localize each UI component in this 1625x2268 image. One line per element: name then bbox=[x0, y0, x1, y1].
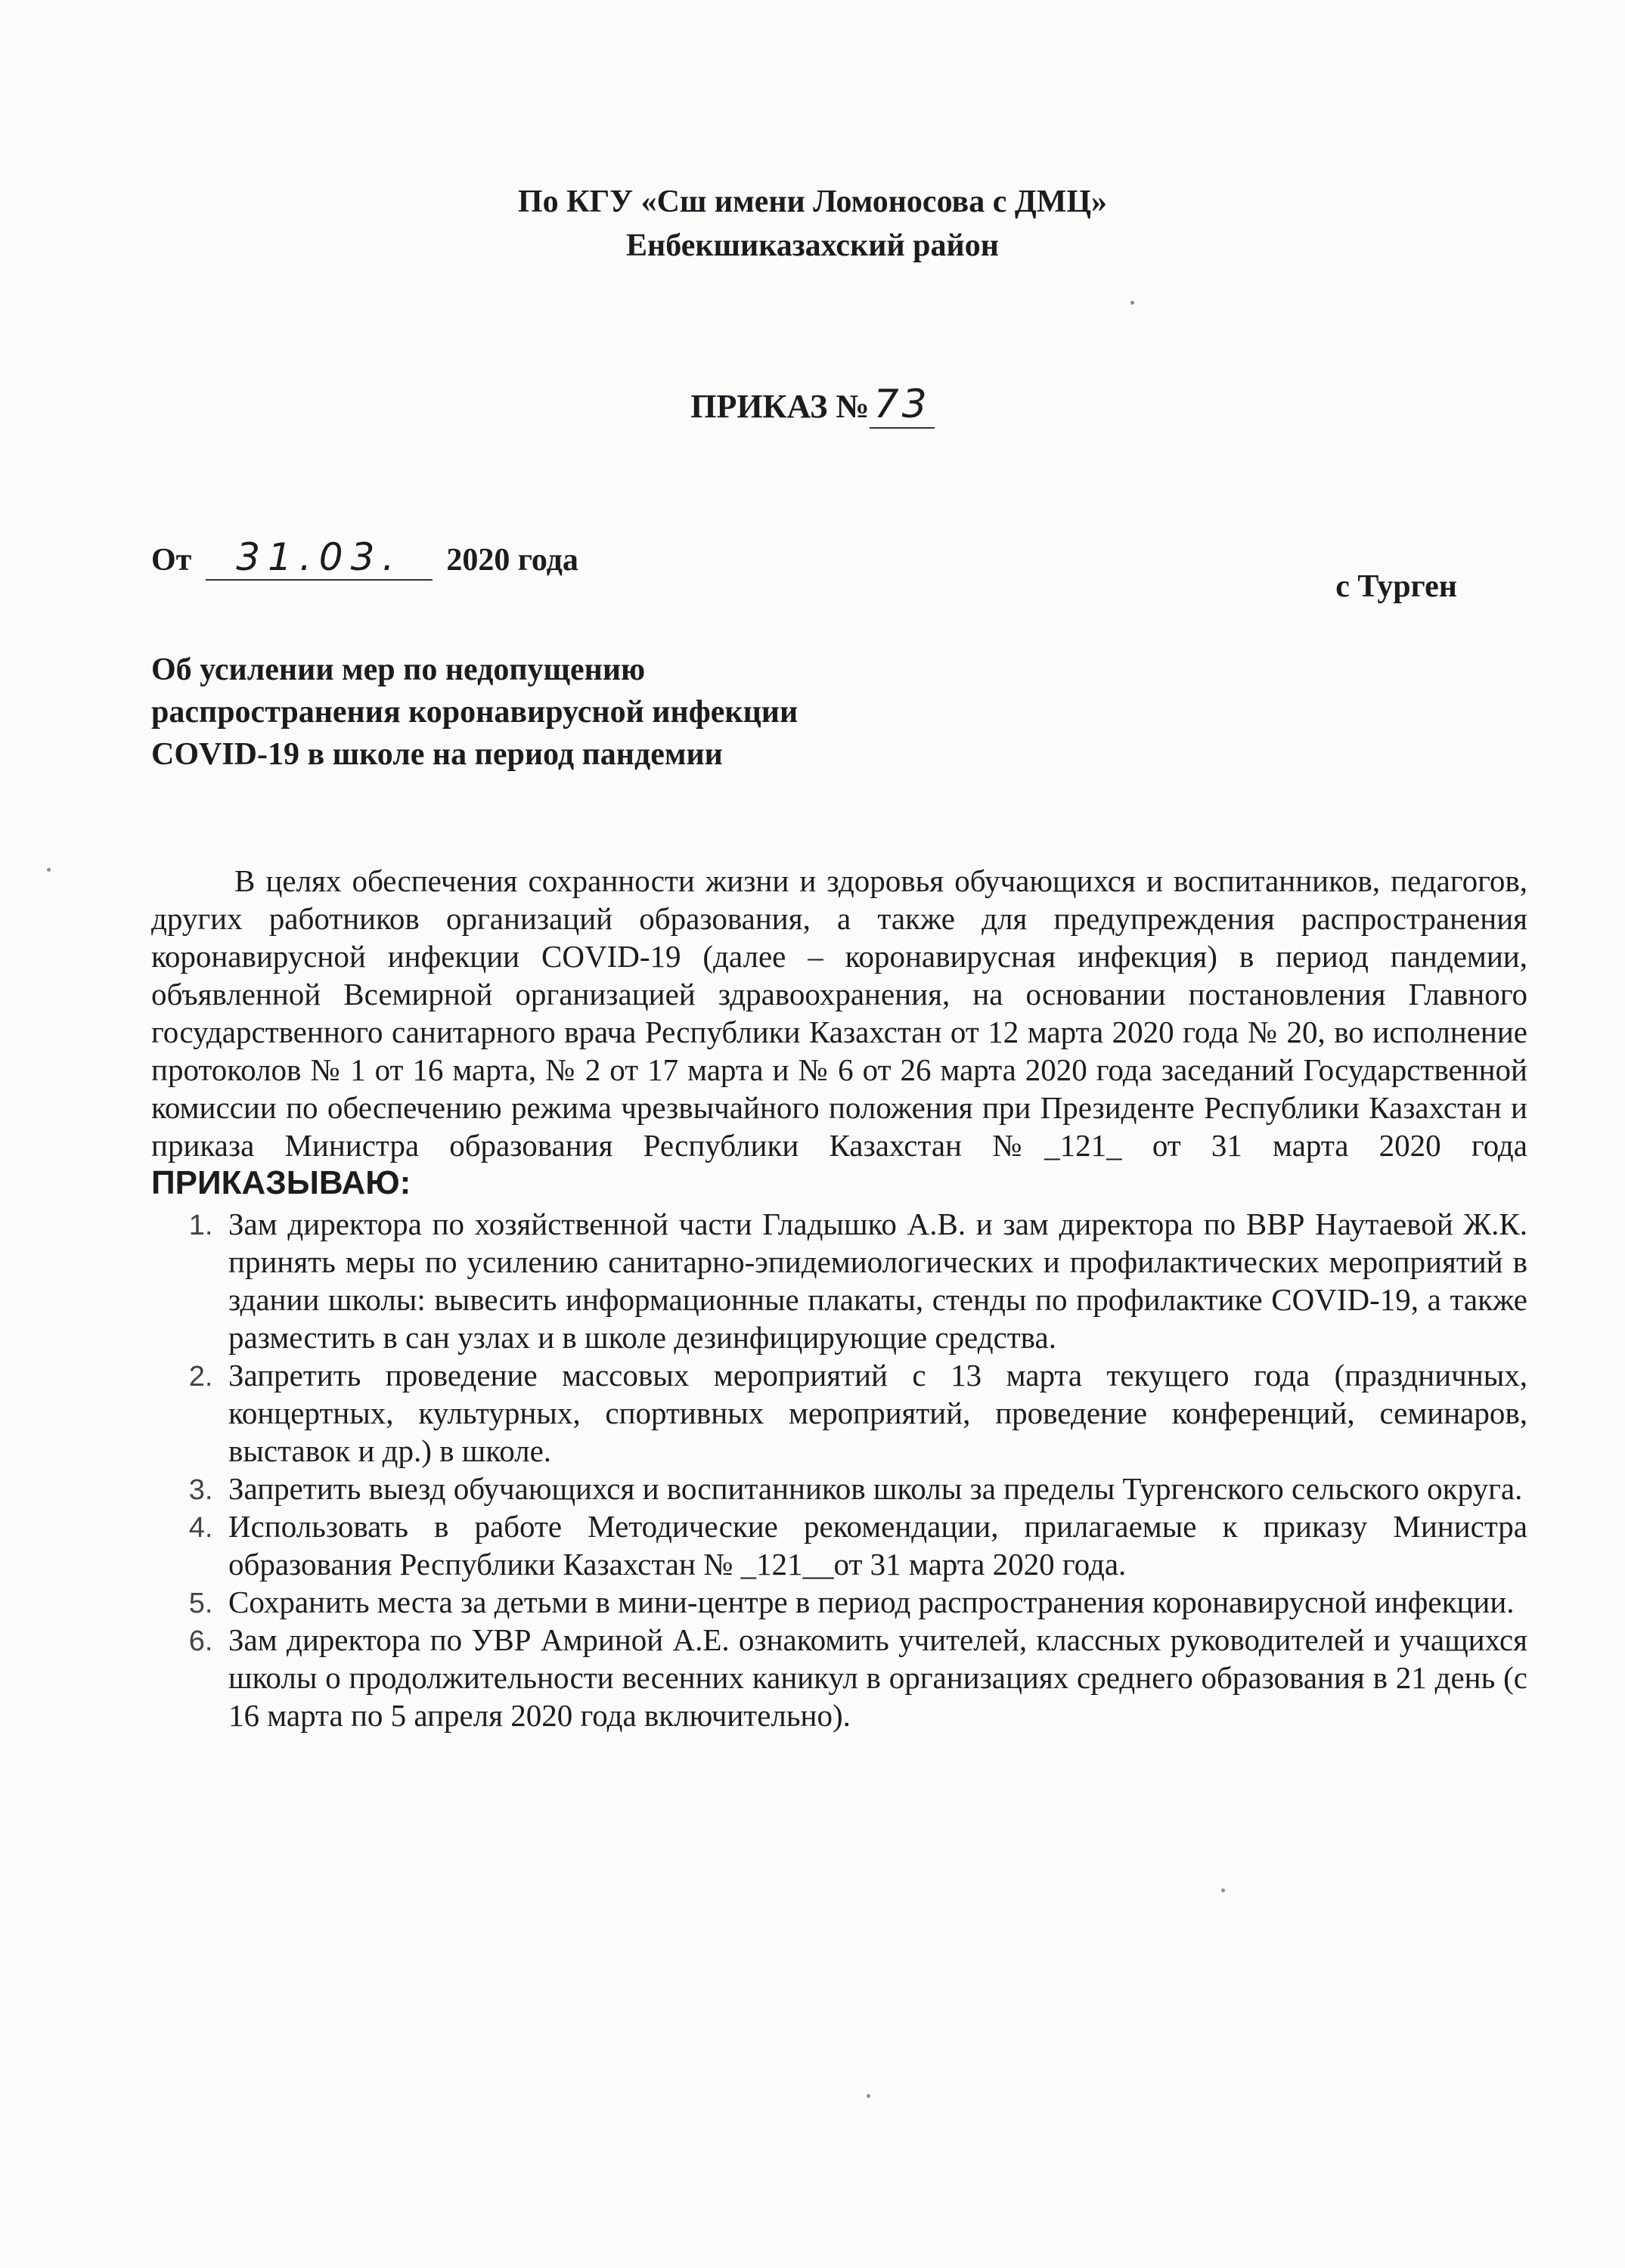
order-title-label: ПРИКАЗ № bbox=[690, 388, 870, 425]
order-number-handwritten: 73 bbox=[870, 382, 935, 429]
order-item: 4. Использовать в работе Методические рекомендации, прилагаемые к приказу Министра образования Республики Казахстан № _121__от 31 марта 2020 года. bbox=[221, 1507, 1527, 1583]
subject-line-2: распространения коронавирусной инфекции bbox=[151, 695, 799, 730]
order-title bbox=[0, 382, 1625, 427]
subject-line-1: Об усилении мер по недопущению bbox=[151, 652, 646, 687]
date-handwritten: 31.03. bbox=[206, 535, 433, 581]
date-prefix: От bbox=[151, 543, 192, 578]
scan-speck bbox=[867, 2094, 870, 2098]
order-item: 6. Зам директора по УВР Амриной А.Е. ознакомить учителей, классных руководителей и учащихся школы о продолжительности весенних каникул в организациях среднего образования в 21 день (с 16 марта по 5 апреля 2020 года включительно). bbox=[221, 1621, 1527, 1734]
subject-line-3: COVID-19 в школе на период пандемии bbox=[151, 737, 723, 772]
order-items-list bbox=[151, 1205, 1527, 1734]
order-body bbox=[151, 862, 1527, 1734]
order-subject bbox=[151, 649, 1059, 776]
scan-speck bbox=[1221, 1888, 1225, 1892]
scan-speck bbox=[1130, 301, 1134, 305]
order-date bbox=[151, 535, 578, 581]
date-year: 2020 года bbox=[446, 543, 578, 578]
order-item: 3. Запретить выезд обучающихся и воспитанников школы за пределы Тургенского сельского округа. bbox=[221, 1470, 1527, 1507]
scan-speck bbox=[47, 868, 51, 872]
organization-header bbox=[0, 180, 1625, 268]
order-item: 5. Сохранить места за детьми в мини-центре в период распространения коронавирусной инфекции. bbox=[221, 1583, 1527, 1621]
order-word: ПРИКАЗЫВАЮ: bbox=[151, 1164, 411, 1201]
order-item: 2. Запретить проведение массовых мероприятий с 13 марта текущего года (праздничных, концертных, культурных, спортивных мероприятий, проведение конференций, семинаров, выставок и др.) в школе. bbox=[221, 1356, 1527, 1470]
preamble-text: В целях обеспечения сохранности жизни и здоровья обучающихся и воспитанников, педагогов, других работников организаций образования, а также для предупреждения распространения коронавирусной инфекции COVID-19 (далее – коронавирусная инфекция) в период пандемии, объявленной Всемирной организацией здравоохранения, на основании постановления Главного государственного санитарного врача Республики Казахстан от 12 марта 2020 года № 20, во исполнение протоколов № 1 от 16 марта, № 2 от 17 марта и № 6 от 26 марта 2020 года заседаний Государственной комиссии по обеспечению режима чрезвычайного положения при Президенте Республики Казахстан и приказа Министра образования Республики Казахстан №_121_ от 31 марта 2020 года bbox=[151, 863, 1527, 1163]
preamble-paragraph bbox=[151, 862, 1527, 1202]
place-name: с Турген bbox=[1335, 569, 1457, 604]
order-item: 1. Зам директора по хозяйственной части Гладышко А.В. и зам директора по ВВР Наутаевой Ж.К. принять меры по усилению санитарно-эпидемиологических и профилактических мероприятий в здании школы: вывесить информационные плакаты, стенды по профилактике COVID-19, а также разместить в сан узлах и в школе дезинфицирующие средства. bbox=[221, 1205, 1527, 1356]
district-name: Енбекшиказахский район bbox=[626, 228, 999, 263]
organization-name: По КГУ «Сш имени Ломоносова с ДМЦ» bbox=[517, 184, 1108, 219]
